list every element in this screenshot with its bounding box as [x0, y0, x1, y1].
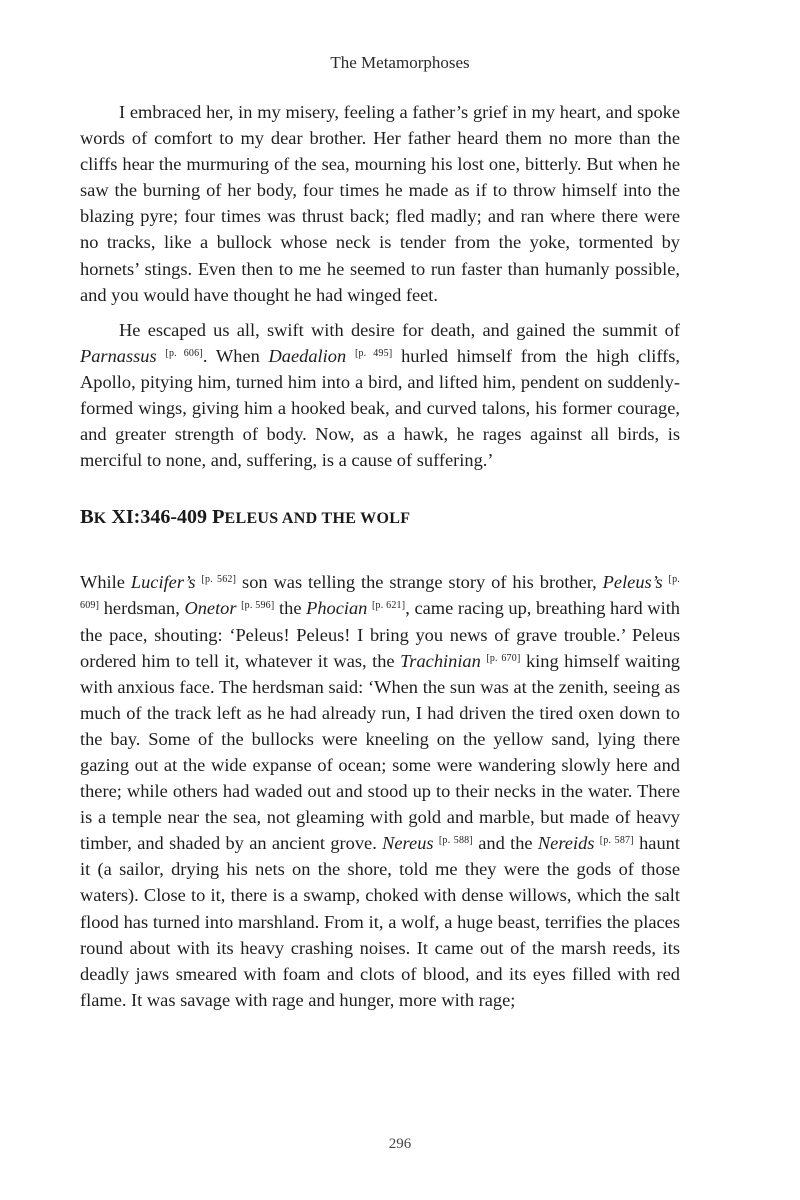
page-reference[interactable]: [p. 621]: [372, 600, 406, 612]
name-link-nereus[interactable]: Nereus: [382, 833, 434, 854]
text-run: haunt it (a sailor, drying his nets on the shore, told me they were the gods of those waters). Close to it, there is a swamp, choked with dense willows, which the salt flood has turned into marshland. From it, a wolf, a huge beast, terrifies the places round about with its heavy crashing noises. It came out of the marsh reeds, its deadly jaws smeared with foam and clots of blood, and its eyes filled with red flame. It was savage with rage and hunger, more with rage;: [80, 833, 680, 1010]
text-run: , came racing up, breathing hard with the pace, shouting: ‘Peleus! Peleus! I bring you news of grave trouble.’ Peleus ordered him to tell it, whatever it was, the: [80, 598, 681, 671]
page-reference[interactable]: [p. 670]: [486, 652, 521, 664]
text-run: . When: [202, 345, 269, 366]
text-run: hurled himself from the high cliffs, Apollo, pitying him, turned him into a bird, and lifted him, pendent on suddenly-formed wings, giving him a hooked beak, and curved talons, his former courage, and greater strength of body. Now, as a hawk, he rages against all birds, is merciful to none, and, suffering, is a cause of suffering.’: [80, 345, 680, 471]
name-link-peleus[interactable]: Peleus’s: [602, 572, 663, 593]
text-run: I embraced her, in my misery, feeling a father’s grief in my heart, and spoke words of comfort to my dear brother. Her father heard them no more than the cliffs hear the murmuring of the sea, mourning his lost one, bitterly. But when he saw the burning of her body, four times he made as if to throw himself into the blazing pyre; four times was thrust back; fled madly; and ran where there were no tracks, like a bullock whose neck is tender from the yoke, tormented by hornets’ stings. Even then to me he seemed to run faster than humanly possible, and you would have thought he had winged feet.: [80, 102, 680, 305]
page-reference[interactable]: [p. 587]: [599, 835, 634, 847]
page-reference[interactable]: [p. 588]: [438, 835, 473, 847]
text-run: herdsman,: [99, 598, 185, 619]
text-run: While: [80, 572, 131, 593]
text-run: the: [274, 598, 307, 619]
page-reference[interactable]: [p. 606]: [165, 347, 203, 359]
page-reference[interactable]: [p. 562]: [201, 574, 237, 586]
name-link-trachinian[interactable]: Trachinian: [400, 650, 481, 671]
text-run: king himself waiting with anxious face. The herdsman said: ‘When the sun was at the zenith, seeing as much of the track left as he had already run, I had driven the tired oxen down to the bay. Some of the bullocks were kneeling on the yellow sand, lying there gazing out at the wide expanse of ocean; some were wandering slowly here and there; while others had waded out and stood up to their necks in the water. There is a temple near the sea, not gleaming with gold and marble, but made of heavy timber, and shaded by an ancient grove.: [80, 650, 680, 854]
page-number: 296: [388, 1136, 412, 1152]
page-body: [80, 99, 680, 1013]
name-link-nereids[interactable]: Nereids: [537, 833, 595, 854]
paragraph-2: [80, 317, 680, 474]
page-reference[interactable]: [p. 609]: [80, 574, 680, 612]
page-reference[interactable]: [p. 596]: [241, 600, 275, 612]
page-reference[interactable]: [p. 495]: [354, 347, 393, 359]
name-link-daedalion[interactable]: Daedalion: [268, 345, 347, 366]
running-head: The Metamorphoses: [330, 53, 470, 72]
text-run: He escaped us all, swift with desire for death, and gained the summit of: [119, 319, 680, 340]
name-link-parnassus[interactable]: Parnassus: [80, 345, 157, 366]
name-link-onetor[interactable]: Onetor: [184, 598, 237, 619]
name-link-phocian[interactable]: Phocian: [306, 598, 368, 619]
paragraph-1: [80, 99, 680, 308]
section-heading: BK XI:346-409 PELEUS AND THE WOLF: [80, 506, 411, 529]
text-run: and the: [472, 833, 538, 854]
text-run: son was telling the strange story of his brother,: [236, 572, 603, 593]
name-link-lucifer[interactable]: Lucifer’s: [130, 572, 196, 593]
paragraph-3: [80, 569, 680, 1013]
